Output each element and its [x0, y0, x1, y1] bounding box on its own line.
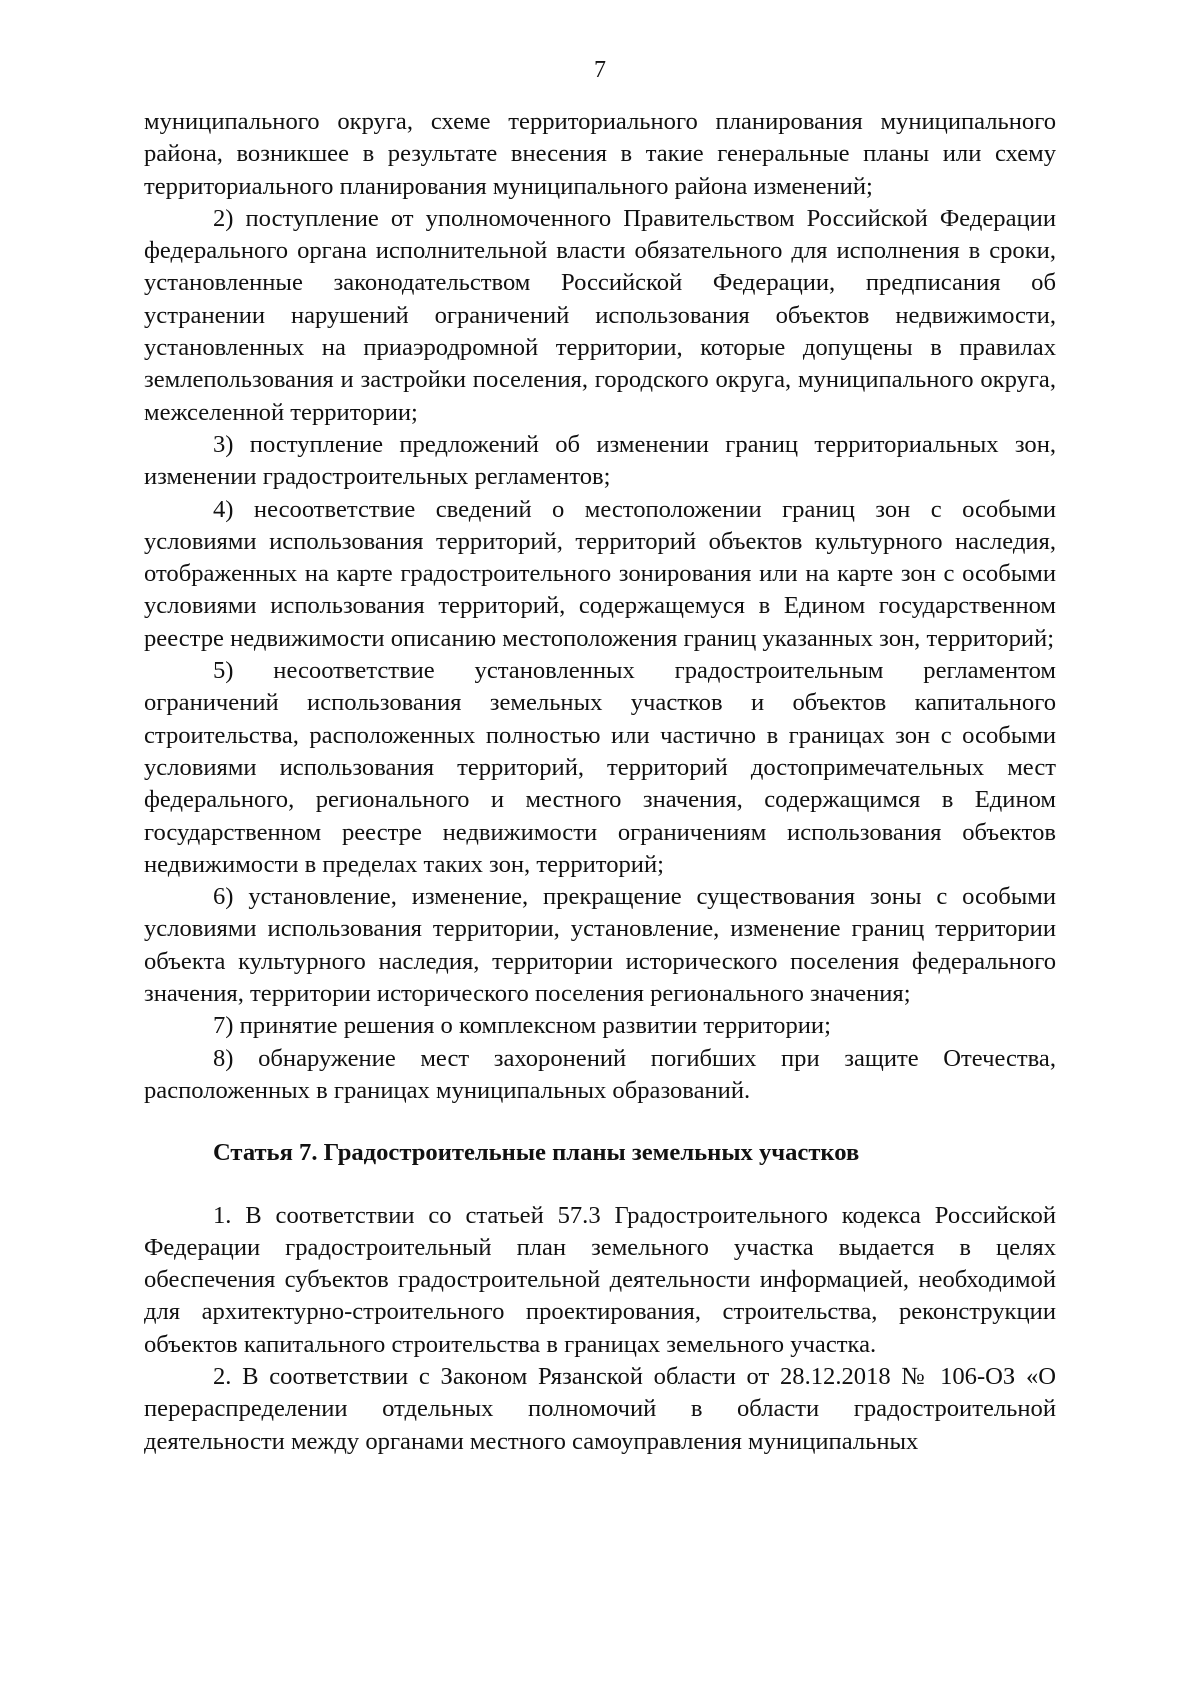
list-item-3: 3) поступление предложений об изменении границ территориальных зон, изменении градостроительных регламентов;	[144, 430, 1056, 491]
list-item-4: 4) несоответствие сведений о местоположении границ зон с особыми условиями использования территорий, территорий объектов культурного наследия, отображенных на карте градостроительного зонирования или на карте зон с особыми условиями использования территорий, содержащемуся в Едином государственном реестре недвижимости описанию местоположения границ указанных зон, территорий;	[144, 495, 1056, 652]
paragraph-continuation: муниципального округа, схеме территориального планирования муниципального района, возникшее в результате внесения в такие генеральные планы или схему территориального планирования муниципального района изменений;	[144, 108, 1056, 200]
list-item-2: 2) поступление от уполномоченного Правительством Российской Федерации федерального органа исполнительной власти обязательного для исполнения в сроки, установленные законодательством Российской Федерации, предписания об устранении нарушений ограничений использования объектов недвижимости, установленных на приаэродромной территории, которые допущены в правилах землепользования и застройки поселения, городского округа, муниципального округа, межселенной территории;	[144, 204, 1056, 426]
article-paragraph-2: 2. В соответствии с Законом Рязанской области от 28.12.2018 № 106-ОЗ «О перераспределении отдельных полномочий в области градостроительной деятельности между органами местного самоуправления муниципальных	[144, 1362, 1056, 1455]
list-item-8: 8) обнаружение мест захоронений погибших при защите Отечества, расположенных в границах муниципальных образований.	[144, 1044, 1056, 1104]
list-item-5: 5) несоответствие установленных градостроительным регламентом ограничений использования земельных участков и объектов капитального строительства, расположенных полностью или частично в границах зон с особыми условиями использования территорий, территорий достопримечательных мест федерального, регионального и местного значения, содержащимся в Едином государственном реестре недвижимости ограничениям использования объектов недвижимости в пределах таких зон, территорий;	[144, 657, 1056, 878]
article-heading: Статья 7. Градостроительные планы земельных участков	[213, 1139, 860, 1167]
list-item-6: 6) установление, изменение, прекращение существования зоны с особыми условиями использования территории, установление, изменение границ территории объекта культурного наследия, территории исторического поселения федерального значения, территории исторического поселения регионального значения;	[144, 883, 1056, 1008]
list-item-7: 7) принятие решения о комплексном развитии территории;	[213, 1012, 831, 1040]
page-number: 7	[594, 57, 606, 83]
article-paragraph-1: 1. В соответствии со статьей 57.3 Градостроительного кодекса Российской Федерации градостроительный план земельного участка выдается в целях обеспечения субъектов градостроительной деятельности информацией, необходимой для архитектурно-строительного проектирования, строительства, реконструкции объектов капитального строительства в границах земельного участка.	[144, 1201, 1056, 1358]
document-body	[144, 106, 1056, 1458]
